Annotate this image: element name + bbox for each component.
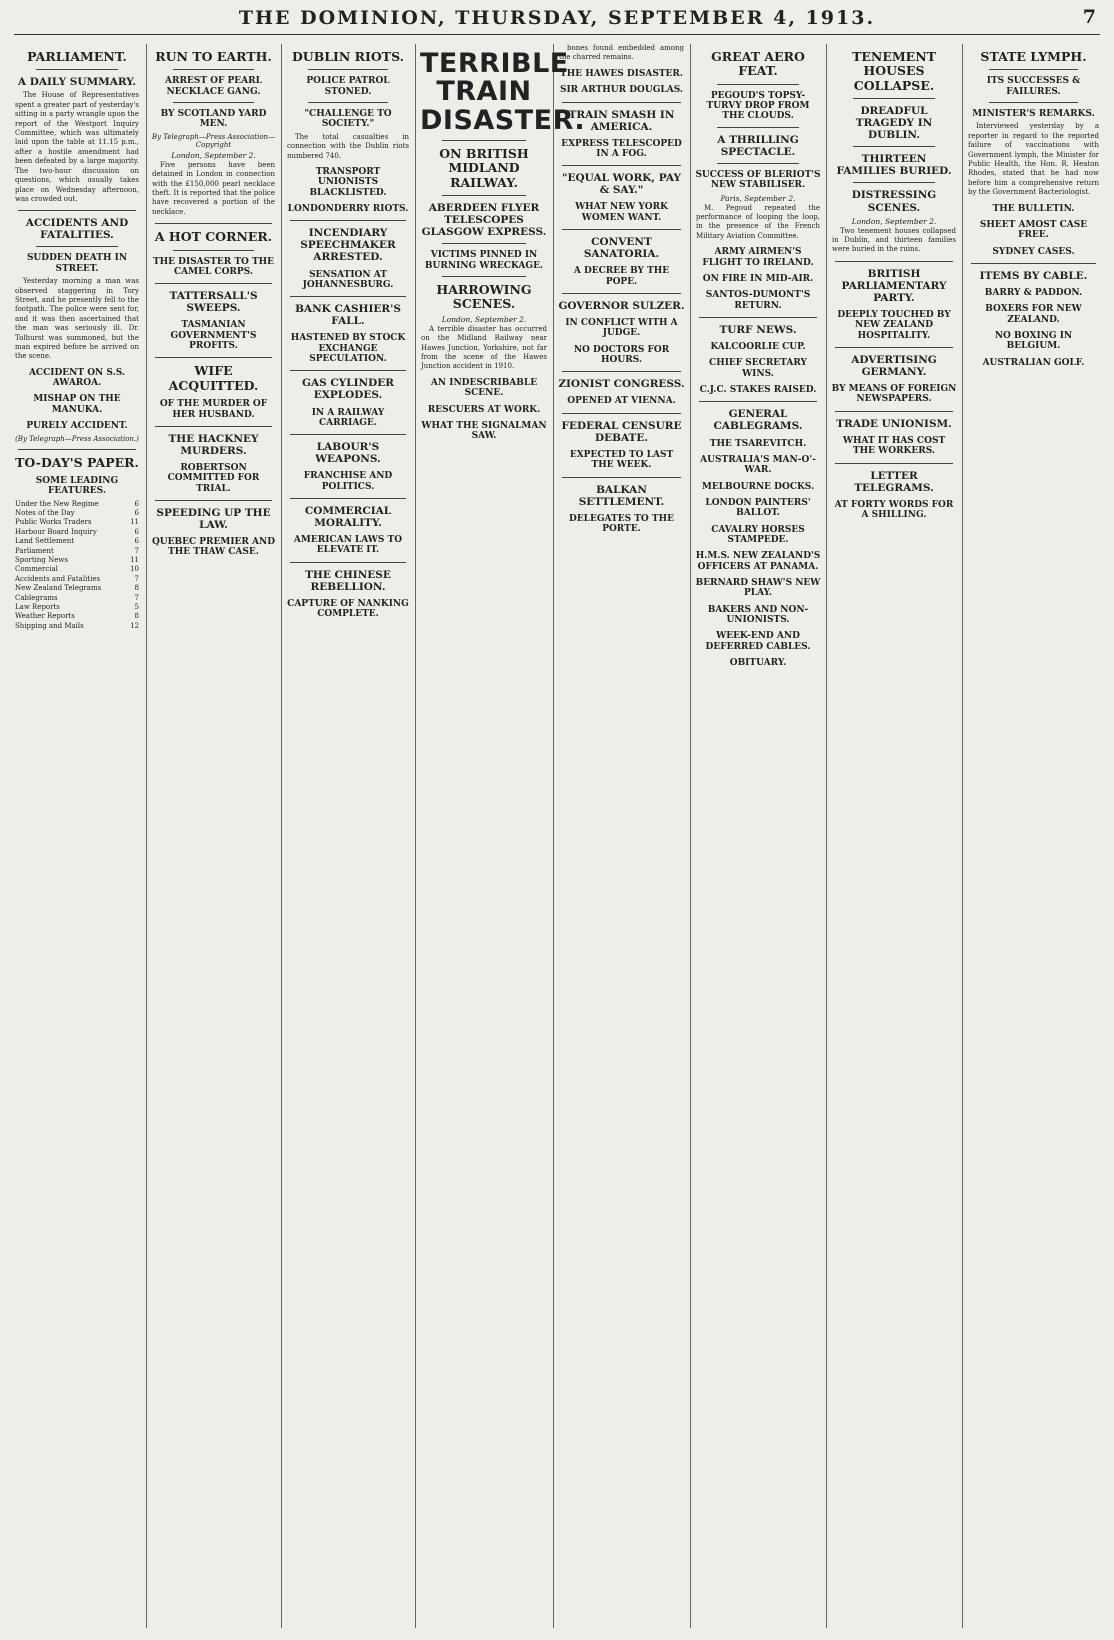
- column-train-disaster: [420, 44, 586, 1628]
- subheadline: DISTRESSING SCENES.: [851, 189, 937, 214]
- divider: [562, 371, 681, 372]
- divider: [442, 276, 526, 277]
- divider: [290, 562, 406, 563]
- subheadline: ABERDEEN FLYER TELESCOPES GLASGOW EXPRESS.: [421, 202, 547, 239]
- divider: [835, 347, 953, 348]
- subheadline: THE DISASTER TO THE CAMEL CORPS.: [152, 256, 275, 277]
- subheadline: CAVALRY HORSES STAMPEDE.: [711, 524, 805, 545]
- subheadline: MELBOURNE DOCKS.: [701, 481, 815, 492]
- headline: CONVENT SANATORIA.: [583, 236, 660, 261]
- column-dublin-riots: [286, 44, 410, 1628]
- article-body: A terrible disaster has occurred on the Midland Railway near Hawes Junction, Yorkshire, not far from the scene of the Hawes Junction accident in 1910.: [421, 324, 547, 371]
- subheadline: THE BULLETIN.: [992, 203, 1075, 214]
- contents-entry: Notes of the Day 6: [15, 508, 139, 517]
- divider: [717, 163, 799, 164]
- divider: [290, 498, 406, 499]
- divider: [989, 102, 1078, 103]
- subheadline: BAKERS AND NON-UNIONISTS.: [707, 604, 809, 625]
- subheadline: OPENED AT VIENNA.: [567, 396, 676, 407]
- divider: [155, 283, 272, 284]
- article-body: Five persons have been detained in London in connection with the £150,000 pearl necklace theft. It is reported that the police have recovered a portion of the necklace.: [152, 160, 275, 216]
- section-heading: AN INDESCRIBABLE SCENE.: [430, 377, 538, 399]
- subheadline: ROBERTSON COMMITTED FOR TRIAL.: [167, 462, 260, 494]
- divider: [562, 229, 681, 230]
- divider: [699, 317, 817, 318]
- headline: GAS CYLINDER EXPLODES.: [302, 377, 394, 402]
- subheadline: TRANSPORT UNIONISTS BLACKLISTED.: [309, 166, 387, 198]
- headline: ITEMS BY CABLE.: [979, 270, 1088, 283]
- divider: [290, 220, 406, 221]
- article-body: The House of Representatives spent a greater part of yesterday's sitting in a party wrangle upon the report of the Westport Inquiry Committee, which was ultimately laid upon the table at 11.15 p.m., after a hostile amendment had been defeated by a large majority. The two-hour discussion on questions, which usually takes place on Wednesday afternoon, was crowded out.: [15, 91, 139, 203]
- column-rule: [690, 44, 691, 1628]
- contents-entry: Sporting News 11: [15, 556, 139, 564]
- divider: [442, 140, 526, 141]
- copyright-line: By Telegraph—Press Association—Copyright: [151, 132, 276, 149]
- subheadline: A THRILLING SPECTACLE.: [717, 133, 799, 158]
- subheadline: PURELY ACCIDENT.: [26, 421, 128, 432]
- contents-entry: Public Works Traders 11: [15, 518, 139, 527]
- divider: [717, 127, 799, 128]
- dateline: London, September 2.: [851, 216, 937, 226]
- headline: THE HACKNEY MURDERS.: [168, 432, 259, 457]
- contents-entry: Parliament 7: [15, 546, 139, 555]
- article-body: M. Pegoud repeated the performance of looping the loop, in the presence of the French Military Aviation Committee.: [696, 203, 820, 240]
- subheadline: SYDNEY CASES.: [992, 246, 1075, 257]
- subheadline: BOXERS FOR NEW ZEALAND.: [985, 304, 1082, 325]
- divider: [308, 102, 388, 103]
- divider: [442, 243, 526, 244]
- subheadline: THE TSAREVITCH.: [709, 438, 807, 449]
- divider: [36, 69, 118, 70]
- subheadline: DELEGATES TO THE PORTE.: [569, 513, 674, 535]
- subheadline: LONDON PAINTERS' BALLOT.: [705, 497, 811, 519]
- contents-entry: Harbour Board Inquiry 6: [15, 527, 139, 536]
- column-aero-feat: [695, 44, 821, 1628]
- headline: INCENDIARY SPEECHMAKER ARRESTED.: [300, 227, 396, 264]
- subheadline: BARRY & PADDON.: [984, 288, 1083, 299]
- headline: FEDERAL CENSURE DEBATE.: [561, 419, 682, 444]
- divider: [562, 413, 681, 414]
- subheadline: WEEK-END AND DEFERRED CABLES.: [705, 631, 811, 652]
- column-hawes-disaster: [558, 44, 685, 1628]
- column-rule: [962, 44, 963, 1628]
- column-rule: [553, 44, 554, 1628]
- subheadline: ON BRITISH MIDLAND RAILWAY.: [439, 146, 529, 190]
- headline: STATE LYMPH.: [980, 49, 1087, 64]
- headline: TRADE UNIONISM.: [836, 417, 952, 430]
- headline: RUN TO EARTH.: [155, 49, 272, 64]
- subheadline: A DAILY SUMMARY.: [17, 76, 137, 89]
- dateline: London, September 2.: [441, 314, 527, 324]
- subheadline: EXPECTED TO LAST THE WEEK.: [569, 449, 674, 471]
- page-number: 7: [1082, 6, 1096, 28]
- subheadline: CHIEF SECRETARY WINS.: [709, 358, 807, 379]
- subheadline: "CHALLENGE TO SOCIETY.": [304, 109, 392, 130]
- dateline: London, September 2.: [171, 150, 256, 160]
- divider: [290, 296, 406, 297]
- column-rule: [415, 44, 416, 1628]
- contents-list: [15, 500, 139, 632]
- divider: [18, 210, 136, 211]
- divider: [442, 195, 526, 196]
- column-rule: [826, 44, 827, 1628]
- subheadline: SENSATION AT JOHANNESBURG.: [302, 269, 394, 290]
- section-heading: RESCUERS AT WORK.: [427, 404, 541, 415]
- article-body: Interviewed yesterday by a reporter in regard to the reported failure of vaccinations with Government lymph, the Minister for Public Health, the Hon. R. Heaton Rhodes, stated that he had now before him a comprehensive return by the Government Bacteriologist.: [968, 122, 1099, 197]
- headline: GREAT AERO FEAT.: [711, 49, 805, 79]
- newspaper-title: THE DOMINION, THURSDAY, SEPTEMBER 4, 1913.: [238, 7, 876, 29]
- subheadline: LONDONDERRY RIOTS.: [287, 204, 409, 214]
- subheadline: OF THE MURDER OF HER HUSBAND.: [159, 399, 268, 420]
- divider: [717, 84, 799, 85]
- contents-entry: Accidents and Fatalities 7: [15, 574, 139, 583]
- divider: [853, 182, 935, 183]
- subheadline: BY MEANS OF FOREIGN NEWSPAPERS.: [831, 384, 957, 405]
- divider: [835, 261, 953, 262]
- subheadline: HARROWING SCENES.: [436, 282, 532, 312]
- subheadline: QUEBEC PREMIER AND THE THAW CASE.: [151, 537, 276, 558]
- subheadline: THIRTEEN FAMILIES BURIED.: [836, 153, 952, 178]
- subheadline: WHAT IT HAS COST THE WORKERS.: [842, 435, 946, 457]
- subheadline: SUCCESS OF BLERIOT'S NEW STABILISER.: [695, 169, 821, 191]
- subheadline: C.J.C. STAKES RAISED.: [699, 385, 817, 396]
- column-rule: [281, 44, 282, 1628]
- headline: BALKAN SETTLEMENT.: [578, 483, 665, 508]
- divider: [308, 69, 388, 70]
- subheadline: WHAT NEW YORK WOMEN WANT.: [575, 202, 668, 223]
- contents-entry: Cablegrams 7: [15, 593, 139, 602]
- divider: [853, 146, 935, 147]
- headline: PARLIAMENT.: [27, 49, 127, 64]
- divider: [173, 250, 254, 251]
- subheadline: POLICE PATROL STONED.: [306, 76, 390, 97]
- subheadline: MISHAP ON THE MANUKA.: [33, 394, 121, 415]
- subheadline: BERNARD SHAW'S NEW PLAY.: [695, 577, 821, 599]
- headline: ADVERTISING GERMANY.: [851, 354, 937, 379]
- article-body: The total casualties in connection with the Dublin riots numbered 740.: [287, 132, 409, 160]
- contents-entry: Commercial 10: [15, 565, 139, 574]
- headline: GOVERNOR SULZER.: [558, 299, 685, 312]
- divider: [853, 98, 935, 99]
- headline: A HOT CORNER.: [154, 229, 273, 245]
- contents-entry: Land Settlement 6: [15, 537, 139, 546]
- subheadline: ON FIRE IN MID-AIR.: [702, 273, 814, 284]
- headline: ZIONIST CONGRESS.: [558, 378, 685, 391]
- divider: [290, 370, 406, 371]
- subheadline: PEGOUD'S TOPSY-TURVY DROP FROM THE CLOUDS.: [706, 90, 810, 122]
- subheadline: A DECREE BY THE POPE.: [573, 266, 670, 287]
- subheadline: OBITUARY.: [729, 658, 787, 668]
- subheadline: HASTENED BY STOCK EXCHANGE SPECULATION.: [290, 333, 406, 365]
- dateline: (By Telegraph—Press Association.): [15, 434, 139, 443]
- headline: TATTERSALL'S SWEEPS.: [169, 290, 258, 315]
- dateline: Paris, September 2.: [720, 193, 796, 203]
- subheadline: KALCOORLIE CUP.: [710, 342, 806, 352]
- subheadline: ARREST OF PEARL NECKLACE GANG.: [165, 76, 262, 97]
- subheadline: SUDDEN DEATH IN STREET.: [26, 253, 128, 274]
- column-rule: [146, 44, 147, 1628]
- subheadline: ITS SUCCESSES & FAILURES.: [986, 76, 1081, 97]
- subheadline: MINISTER'S REMARKS.: [972, 109, 1095, 120]
- headline: GENERAL CABLEGRAMS.: [713, 408, 803, 433]
- subheadline: TASMANIAN GOVERNMENT'S PROFITS.: [170, 320, 257, 352]
- divider: [835, 411, 953, 412]
- masthead: [14, 4, 1100, 35]
- divider: [562, 102, 681, 103]
- subheadline: CAPTURE OF NANKING COMPLETE.: [287, 598, 409, 620]
- subheadline: AMERICAN LAWS TO ELEVATE IT.: [293, 535, 403, 556]
- column-state-lymph: [967, 44, 1100, 1628]
- headline: THE CHINESE REBELLION.: [305, 568, 391, 593]
- subheadline: EXPRESS TELESCOPED IN A FOG.: [561, 138, 682, 159]
- subheadline: AUSTRALIA'S MAN-O'-WAR.: [700, 454, 816, 476]
- headline: TENEMENT HOUSES COLLAPSE.: [852, 49, 936, 93]
- headline: TRAIN SMASH IN AMERICA.: [568, 108, 675, 133]
- headline: LETTER TELEGRAMS.: [854, 469, 934, 494]
- divider: [971, 263, 1096, 264]
- column-tenement-collapse: [831, 44, 957, 1628]
- headline: DUBLIN RIOTS.: [291, 49, 405, 64]
- article-body: Two tenement houses collapsed in Dublin, and thirteen families were buried in the ruins.: [832, 226, 956, 254]
- subheadline: IN A RAILWAY CARRIAGE.: [311, 407, 385, 428]
- divider: [835, 463, 953, 464]
- subheadline: SOME LEADING FEATURES.: [35, 475, 119, 497]
- column-run-to-earth: [151, 44, 276, 1628]
- contents-entry: Under the New Regime 6: [15, 499, 139, 508]
- divider: [36, 246, 118, 247]
- contents-entry: Weather Reports 8: [15, 612, 139, 621]
- headline: COMMERCIAL MORALITY.: [304, 505, 392, 530]
- divider: [699, 401, 817, 402]
- subheadline: AUSTRALIAN GOLF.: [982, 357, 1085, 368]
- article-body: bones found embedded among the charred remains.: [559, 44, 684, 62]
- subheadline: NO BOXING IN BELGIUM.: [994, 331, 1073, 352]
- divider: [562, 477, 681, 478]
- column-parliament: [14, 44, 140, 1628]
- headline: TURF NEWS.: [719, 323, 797, 336]
- divider: [155, 426, 272, 427]
- banner-headline: TERRIBLE TRAIN DISASTER.: [420, 48, 586, 136]
- subheadline: THE HAWES DISASTER.: [560, 68, 683, 79]
- subheadline: H.M.S. NEW ZEALAND'S OFFICERS AT PANAMA.: [695, 551, 821, 572]
- divider: [155, 357, 272, 358]
- divider: [18, 449, 136, 450]
- divider: [173, 102, 254, 103]
- divider: [562, 293, 681, 294]
- subheadline: VICTIMS PINNED IN BURNING WRECKAGE.: [424, 250, 544, 271]
- divider: [290, 434, 406, 435]
- subheadline: SIR ARTHUR DOUGLAS.: [559, 85, 684, 96]
- headline: TO-DAY'S PAPER.: [15, 454, 139, 470]
- headline: WIFE ACQUITTED.: [168, 363, 259, 393]
- subheadline: NO DOCTORS FOR HOURS.: [573, 344, 670, 366]
- subheadline: SANTOS-DUMONT'S RETURN.: [705, 290, 811, 311]
- subheadline: BY SCOTLAND YARD MEN.: [160, 109, 267, 130]
- article-body: Yesterday morning a man was observed staggering in Tory Street, and he presently fell to the footpath. The police were sent for, and it was then ascertained that the man was seriously ill. Dr. Tolhurst was summoned, but the man expired before he arrived on the scene.: [15, 277, 139, 361]
- headline: "EQUAL WORK, PAY & SAY.": [562, 172, 681, 197]
- section-heading: WHAT THE SIGNALMAN SAW.: [421, 420, 547, 442]
- headline: LABOUR'S WEAPONS.: [315, 441, 381, 466]
- subheadline: FRANCHISE AND POLITICS.: [303, 471, 393, 492]
- subheadline: SHEET AMOST CASE FREE.: [979, 220, 1088, 241]
- subheadline: IN CONFLICT WITH A JUDGE.: [565, 318, 678, 339]
- divider: [155, 500, 272, 501]
- divider: [562, 165, 681, 166]
- contents-entry: New Zealand Telegrams 8: [15, 584, 139, 593]
- headline: SPEEDING UP THE LAW.: [156, 507, 271, 532]
- headline: BANK CASHIER'S FALL.: [295, 303, 401, 328]
- subheadline: AT FORTY WORDS FOR A SHILLING.: [834, 499, 954, 521]
- divider: [173, 69, 254, 70]
- divider: [155, 223, 272, 224]
- contents-entry: Shipping and Mails 12: [15, 621, 139, 630]
- subheadline: ARMY AIRMEN'S FLIGHT TO IRELAND.: [702, 247, 814, 268]
- divider: [989, 69, 1078, 70]
- subheadline: DEEPLY TOUCHED BY NEW ZEALAND HOSPITALITY.: [837, 309, 951, 341]
- subheadline: DREADFUL TRAGEDY IN DUBLIN.: [855, 105, 933, 142]
- contents-entry: Law Reports 5: [15, 603, 139, 612]
- headline: BRITISH PARLIAMENTARY PARTY.: [841, 267, 947, 304]
- subheadline: ACCIDENT ON S.S. AWAROA.: [28, 367, 126, 389]
- headline: ACCIDENTS AND FATALITIES.: [25, 217, 129, 242]
